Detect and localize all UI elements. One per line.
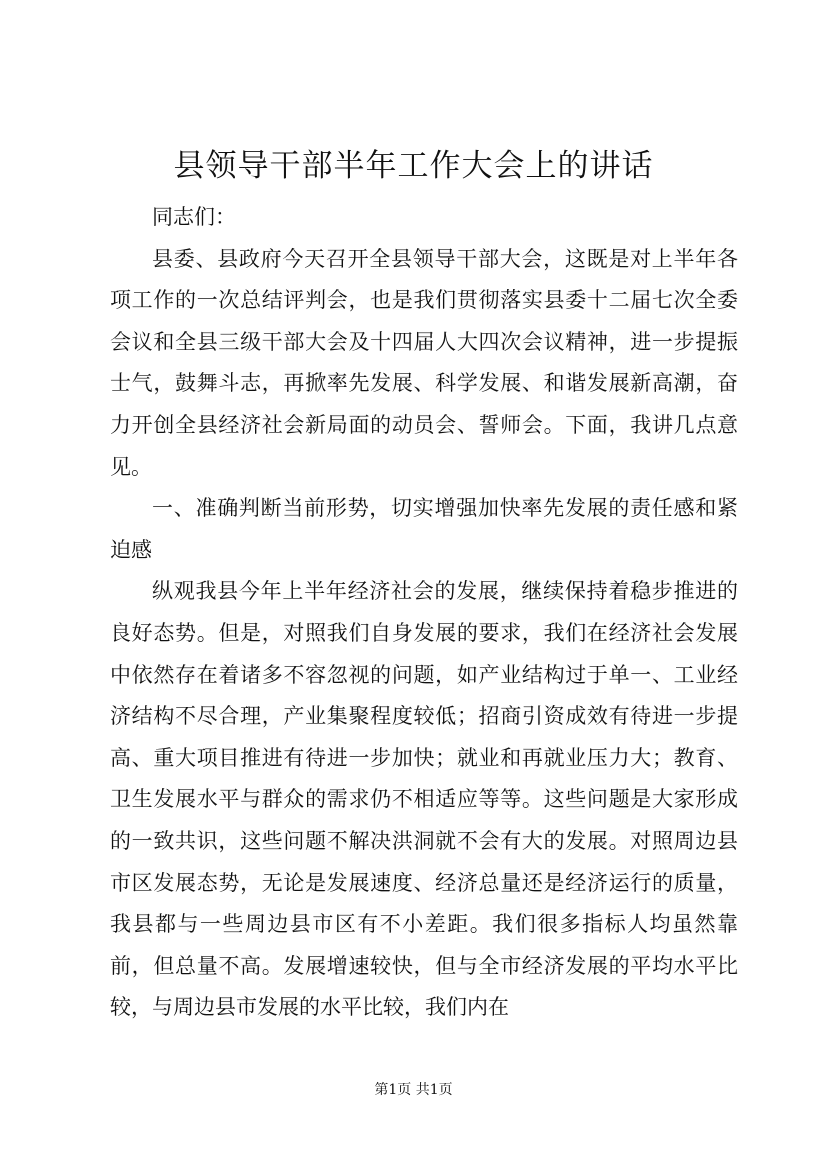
salutation-paragraph: 同志们：	[152, 205, 236, 229]
document-title: 县领导干部半年工作大会上的讲话	[173, 148, 654, 184]
page-footer: 第1页 共1页	[374, 1082, 453, 1098]
section-1-paragraph: 纵观我县今年上半年经济社会的发展，继续保持着稳步推进的良好态势。但是，对照我们自身发展的要求，我们在经济社会发展中依然存在着诸多不容忽视的问题，如产业结构过于单一、工业经济结构不尽合理，产业集聚程度较低；招商引资成效有待进一步提高、重大项目推进有待进一步加快；就业和再就业压力大；教育、卫生发展水平与群众的需求仍不相适应等等。这些问题是大家形成的一致共识，这些问题不解决洪洞就不会有大的发展。对照周边县市区发展态势，无论是发展速度、经济总量还是经济运行的质量，我县都与一些周边县市区有不小差距。我们很多指标人均虽然靠前，但总量不高。发展增速较快，但与全市经济发展的平均水平比较，与周边县市发展的水平比较，我们内在	[110, 579, 738, 1020]
section-heading-1: 一、准确判断当前形势，切实增强加快率先发展的责任感和紧迫感	[110, 496, 738, 562]
document-body	[110, 197, 738, 1029]
opening-paragraph: 县委、县政府今天召开全县领导干部大会，这既是对上半年各项工作的一次总结评判会，也是我们贯彻落实县委十二届七次全委会议和全县三级干部大会及十四届人大四次会议精神，进一步提振士气，鼓舞斗志，再掀率先发展、科学发展、和谐发展新高潮，奋力开创全县经济社会新局面的动员会、誓师会。下面，我讲几点意见。	[110, 246, 738, 479]
